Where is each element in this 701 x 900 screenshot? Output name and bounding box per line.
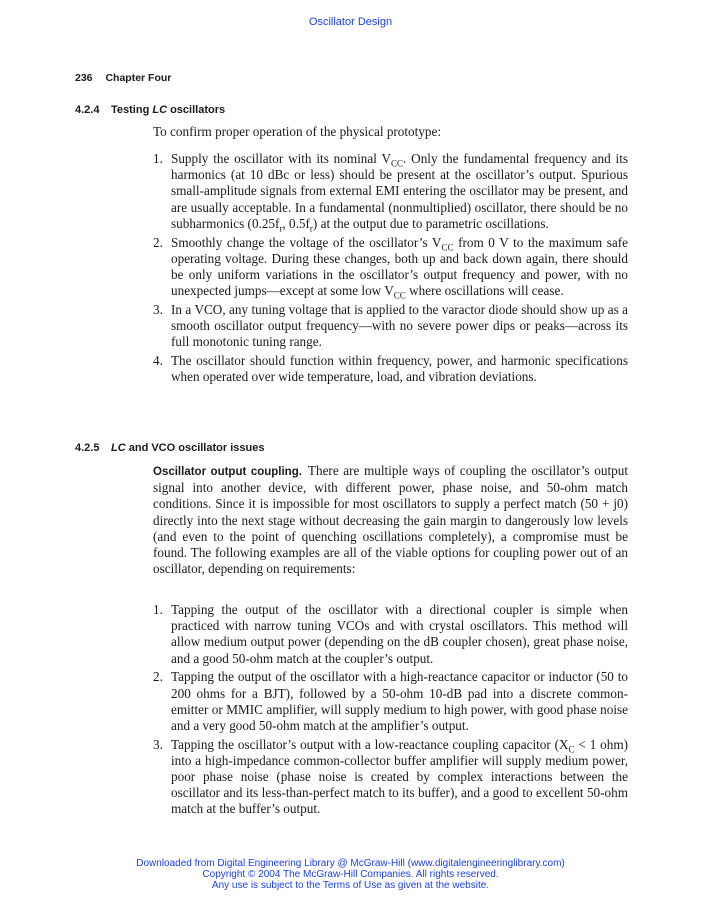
list-item [153,353,628,385]
item-number: 4. [153,352,163,368]
section-heading-4-2-5 [75,442,264,454]
paragraph-text: There are multiple ways of coupling the oscillator’s output signal into another device, with different power, phase noise, and 50-ohm match conditions. Since it is impossible for most oscillators to supply a perfect match (50 + j0) directly into the next stage without decreasing the gain margin to dangerously low levels (and even to the point of quenching oscillations completely), a compromise must be found. The following examples are all of the viable options for coupling power out of an oscillator, depending on requirements: [153,463,628,577]
item-text: from 0 V to the maximum safe operating voltage. During these changes, both up and back down again, there should be only uniform variations in the oscillator’s output frequency and power, with no unexpected jumps—except at some low V [171,234,628,299]
footer [0,858,701,891]
item-text: where oscillations will cease. [405,283,564,299]
list-item [153,302,628,351]
item-text: , 0.5f [282,215,310,231]
page-number: 236 [75,72,93,84]
item-text: In a VCO, any tuning voltage that is applied to the varactor diode should show up as a smooth oscillator output frequency—with no severe power dips or peaks—across its full monotonic tuning range. [171,301,628,350]
section-title-post: oscillators [167,104,226,116]
footer-terms[interactable]: Any use is subject to the Terms of Use as given at the website. [211,880,490,891]
item-text: ) at the output due to parametric oscillations. [312,215,549,231]
item-text: < 1 ohm) into a high-impedance common-collector buffer amplifier will supply medium power, poor phase noise (phase noise is created by complex interactions between the oscillator and its less-than-perfect match to its buffer), and a good to excellent 50-ohm match at the buffer’s output. [171,736,629,817]
section2-paragraph [153,463,628,577]
item-number: 2. [153,234,163,250]
subscript: r [279,223,283,234]
section-number: 4.2.5 [75,442,100,454]
item-text: The oscillator should function within frequency, power, and harmonic specifications when operated over wide temperature, load, and vibration deviations. [171,352,628,385]
section1-list [153,151,628,388]
footer-download-link[interactable]: Downloaded from Digital Engineering Library @ McGraw-Hill (www.digitalengineeringlibrary.com) [136,858,565,869]
item-number: 1. [153,602,163,617]
item-number: 1. [153,151,163,166]
footer-copyright: Copyright © 2004 The McGraw-Hill Companies. All rights reserved. [202,869,499,880]
item-text: . Only the fundamental frequency and its harmonics (at 10 dBc or less) should be present at the oscillator’s output. Spurious small-amplitude signals from external EMI entering the oscillator may be present, and are usually acceptable. In a fundamental (nonmultiplied) oscillator, there should be no subharmonics (0.25f [171,151,628,231]
subscript: CC [393,290,406,301]
subscript: CC [391,158,404,169]
item-number: 3. [153,736,163,752]
list-item [153,151,628,232]
subscript: r [309,223,313,234]
item-number: 3. [153,301,163,317]
page-header [75,72,171,84]
runin-heading: Oscillator output coupling. [153,466,302,478]
item-text: Tapping the output of the oscillator with a directional coupler is simple when practiced with narrow tuning VCOs and with crystal oscillators. This method will allow medium output power (depending on the dB coupler chosen), great phase noise, and a good 50-ohm match at the coupler’s output. [171,602,628,666]
section1-intro: To confirm proper operation of the physical prototype: [153,124,442,139]
item-text: Tapping the oscillator’s output with a low-reactance coupling capacitor (X [171,736,569,752]
list-item [153,235,628,300]
section-title-italic: LC [152,104,168,116]
item-text: Tapping the output of the oscillator with a high-reactance capacitor or inductor (50 to 200 ohms for a BJT), followed by a 50-ohm 10-dB pad into a discrete common-emitter or MMIC amplifier, will supply medium to high power, with good phase noise and a very good 50-ohm match at the amplifier’s output. [171,669,628,733]
section2-list [153,602,628,820]
section-number: 4.2.4 [75,104,100,116]
subscript: CC [441,242,454,253]
item-number: 2. [153,669,163,685]
item-text: Supply the oscillator with its nominal V [171,151,392,166]
item-text: Smoothly change the voltage of the oscillator’s V [171,234,442,250]
chapter-title: Chapter Four [105,72,172,84]
section-title-post: and VCO oscillator issues [125,442,265,454]
list-item [153,737,628,818]
section-title-pre: Testing [111,104,153,116]
section-title-italic: LC [111,442,126,454]
subscript: C [568,744,575,755]
list-item [153,669,628,734]
section-heading-4-2-4 [75,104,225,116]
list-item [153,602,628,667]
top-link[interactable]: Oscillator Design [308,16,393,28]
